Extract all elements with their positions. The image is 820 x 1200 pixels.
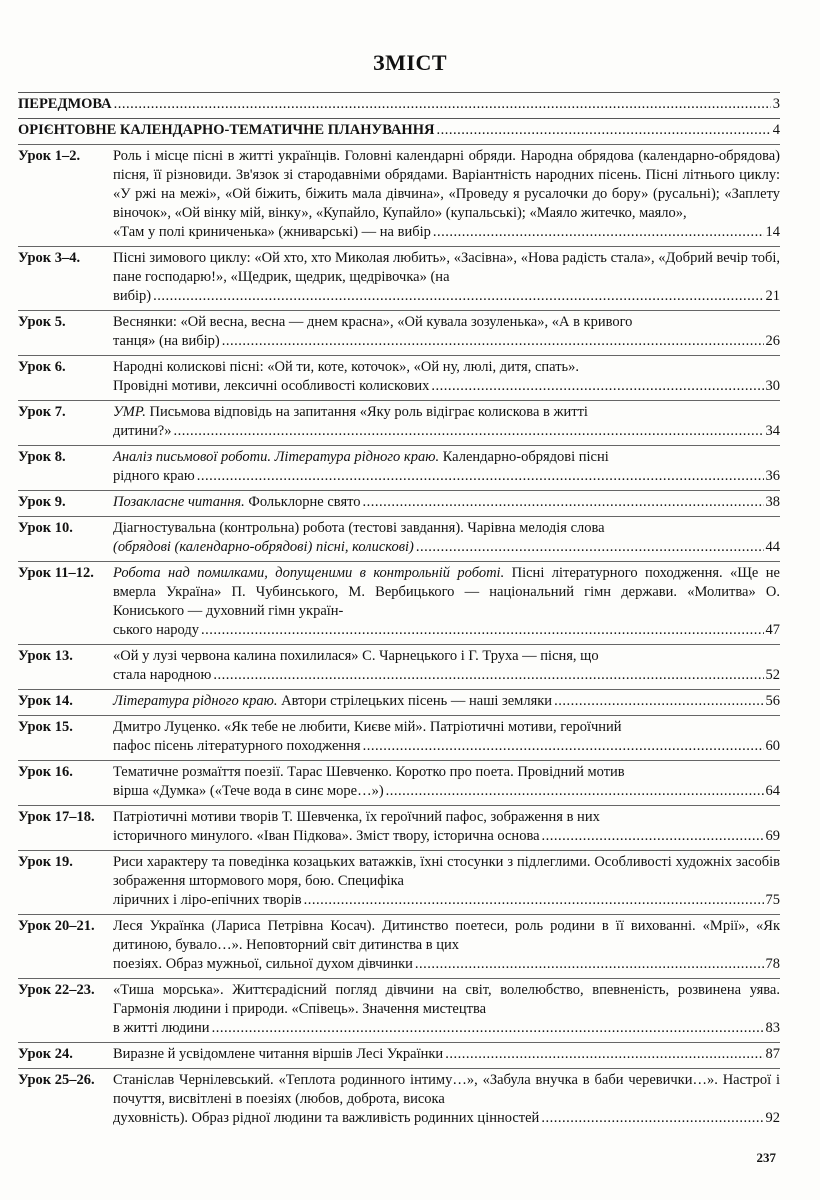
toc-entry[interactable] <box>18 1042 780 1068</box>
lesson-label: Урок 6. <box>18 359 66 375</box>
lesson-body <box>113 313 780 351</box>
lesson-body <box>113 917 780 974</box>
lesson-last-line <box>113 1109 780 1128</box>
lesson-text <box>113 981 780 1019</box>
dot-leader <box>153 287 763 306</box>
dot-leader <box>554 692 763 711</box>
lesson-last-line <box>113 467 780 486</box>
dot-leader <box>222 332 764 351</box>
page-ref: 60 <box>765 738 780 754</box>
dot-leader <box>431 377 763 396</box>
lesson-text-main: Веснянки: «Ой весна, весна — днем красна», «Ой кувала зозуленька», «А в кривого <box>113 314 633 330</box>
lesson-text-italic: УМР. <box>113 404 146 420</box>
lesson-label: Урок 1–2. <box>18 148 81 164</box>
page-ref: 38 <box>765 494 780 510</box>
page-ref: 47 <box>765 622 780 638</box>
lesson-text-main: Дмитро Луценко. «Як тебе не любити, Києве мій». Патріотичні мотиви, героїчний <box>113 719 622 735</box>
lesson-last-line <box>113 223 780 242</box>
lesson-text <box>113 519 780 538</box>
toc-entry[interactable] <box>18 516 780 561</box>
page-ref: 14 <box>765 224 780 240</box>
lesson-text <box>113 313 780 332</box>
lesson-body <box>113 147 780 242</box>
lesson-text <box>113 448 780 467</box>
lesson-last-line <box>113 493 780 512</box>
toc-entry[interactable] <box>18 1068 780 1132</box>
lesson-body <box>113 358 780 396</box>
page-ref: 4 <box>772 122 780 138</box>
lesson-body <box>113 448 780 486</box>
lesson-body <box>113 403 780 441</box>
toc-entry[interactable] <box>18 689 780 715</box>
dot-leader <box>436 121 770 140</box>
lesson-last-text: Провідні мотиви, лексичні особливості колискових <box>113 378 430 394</box>
dot-leader <box>386 782 764 801</box>
lesson-last-text: дитини?» <box>113 423 172 439</box>
lesson-text-italic: Робота над помилками, допущеними в контрольній роботі. <box>113 565 505 581</box>
page-number: 237 <box>756 1150 776 1165</box>
lesson-text <box>113 853 780 891</box>
lesson-text <box>113 718 780 737</box>
lesson-last-text: «Там у полі криниченька» (жниварські) — на вибір <box>113 224 431 240</box>
lesson-label: Урок 15. <box>18 719 73 735</box>
dot-leader <box>173 422 763 441</box>
lesson-last-line <box>113 332 780 351</box>
page-ref: 64 <box>765 783 780 799</box>
lesson-body <box>113 647 780 685</box>
toc-entry[interactable] <box>18 644 780 689</box>
lesson-last-text: історичного минулого. «Іван Підкова». Зміст твору, історична основа <box>113 828 540 844</box>
lesson-label: Урок 9. <box>18 494 66 510</box>
dot-leader <box>213 666 763 685</box>
toc-entry[interactable] <box>18 805 780 850</box>
lesson-text <box>113 763 780 782</box>
lesson-text-main: Календарно-обрядові пісні <box>439 449 609 465</box>
dot-leader <box>197 467 764 486</box>
lesson-label: Урок 7. <box>18 404 66 420</box>
toc-entry[interactable] <box>18 310 780 355</box>
lesson-body <box>113 853 780 910</box>
lesson-last-text: поезіях. Образ мужньої, сильної духом дівчинки <box>113 956 413 972</box>
lesson-text-main: Станіслав Чернілевський. «Теплота родинного інтиму…», «Забула внучка в баби черевички…». Настрої і почуття, висвітлені в поезіях (любов, доброта, висока <box>113 1072 780 1107</box>
lesson-text-main: Тематичне розмаїття поезії. Тарас Шевченко. Коротко про поета. Провідний мотив <box>113 764 625 780</box>
toc-entry[interactable] <box>18 445 780 490</box>
section-title: ОРІЄНТОВНЕ КАЛЕНДАРНО-ТЕМАТИЧНЕ ПЛАНУВАННЯ <box>18 122 435 138</box>
lesson-last-italic: Література рідного краю. <box>113 693 278 709</box>
lesson-body <box>113 519 780 557</box>
lesson-text-main: Діагностувальна (контрольна) робота (тестові завдання). Чарівна мелодія слова <box>113 520 605 536</box>
lesson-label: Урок 22–23. <box>18 982 95 998</box>
dot-leader <box>201 621 764 640</box>
lesson-text <box>113 808 780 827</box>
lesson-body <box>113 808 780 846</box>
lesson-last-line <box>113 1019 780 1038</box>
page-ref: 56 <box>765 693 780 709</box>
page-ref: 26 <box>765 333 780 349</box>
dot-leader <box>363 737 764 756</box>
lesson-text <box>113 564 780 621</box>
lesson-last-text: Виразне й усвідомлене читання віршів Лесі Українки <box>113 1046 444 1062</box>
lesson-label: Урок 19. <box>18 854 73 870</box>
lesson-last-text: стала народною <box>113 667 212 683</box>
lesson-text-main: Народні колискові пісні: «Ой ти, коте, коточок», «Ой ну, люлі, дитя, спать». <box>113 359 580 375</box>
toc-entry[interactable] <box>18 978 780 1042</box>
dot-leader <box>304 891 764 910</box>
lesson-body <box>113 249 780 306</box>
lesson-label: Урок 16. <box>18 764 73 780</box>
dot-leader <box>416 538 764 557</box>
lesson-label: Урок 24. <box>18 1046 73 1062</box>
lesson-label: Урок 20–21. <box>18 918 95 934</box>
lesson-text-main: «Ой у лузі червона калина похилилася» С. Чарнецького і Г. Труха — пісня, що <box>113 648 599 664</box>
lesson-text <box>113 403 780 422</box>
lesson-last-text: рідного краю <box>113 468 195 484</box>
lesson-text <box>113 647 780 666</box>
page-ref: 34 <box>765 423 780 439</box>
toc-entry[interactable] <box>18 914 780 978</box>
page-ref: 92 <box>765 1110 780 1126</box>
lesson-last-line <box>113 737 780 756</box>
toc-entry[interactable] <box>18 490 780 516</box>
lesson-text-main: Письмова відповідь на запитання «Яку роль відіграє колискова в житті <box>145 404 588 420</box>
lesson-text-main: Роль і місце пісні в житті українців. Головні календарні обряди. Народна обрядова (календарно-обрядова) пісня, її різновиди. Зв'язок зі стародавніми обрядами. Варіантність народних пісень. Пісні літнього циклу: «У ржі на межі», «Ой біжить, біжить мала дівчина», «Проведу я русалочки до бору» (русальні); «Заплету віночок», «Ой вінку мій, вінку», «Купайло, Купайло» (купальські); «Маяло житечко, маяло», <box>113 148 780 221</box>
lesson-last-italic: (обрядові (календарно-обрядові) пісні, колискові) <box>113 539 414 555</box>
lesson-last-line <box>113 955 780 974</box>
lesson-last-text: Автори стрілецьких пісень — наші земляки <box>277 693 553 709</box>
dot-leader <box>542 827 764 846</box>
page-ref: 52 <box>765 667 780 683</box>
lesson-text-main: Пісні літературного походження. «Ще не вмерла Україна» П. Чубинського, М. Вербицького — національний гімн держави. «Молитва» О. Кониського — духовний гімн україн- <box>113 565 780 619</box>
lesson-text-main: Риси характеру та поведінка козацьких ватажків, їхні стосунки з підлеглими. Особливості художніх засобів зображення штормового моря, бою. Специфіка <box>113 854 780 889</box>
lesson-last-text: ського народу <box>113 622 199 638</box>
lesson-body <box>113 493 780 512</box>
lesson-body <box>113 692 780 711</box>
lesson-text-main: Леся Українка (Лариса Петрівна Косач). Дитинство поетеси, роль родини в її вихованні. «Мрії», «Як дитиною, бувало…». Неповторний світ дитинства в цих <box>113 918 780 953</box>
page-ref: 78 <box>765 956 780 972</box>
toc-entry[interactable] <box>18 561 780 644</box>
table-of-contents <box>18 92 780 1132</box>
lesson-body <box>113 763 780 801</box>
lesson-body <box>113 981 780 1038</box>
lesson-text-main: «Тиша морська». Життєрадісний погляд дівчини на світ, волелюбство, впевненість, розвинена уява. Гармонія людини і природи. «Співець». Значення мистецтва <box>113 982 780 1017</box>
lesson-last-line <box>113 377 780 396</box>
toc-entry[interactable] <box>18 850 780 914</box>
toc-entry[interactable] <box>18 355 780 400</box>
lesson-body <box>113 1071 780 1128</box>
lesson-label: Урок 25–26. <box>18 1072 95 1088</box>
page-ref: 69 <box>765 828 780 844</box>
page-ref: 44 <box>765 539 780 555</box>
lesson-body <box>113 564 780 640</box>
lesson-last-line <box>113 621 780 640</box>
lesson-body <box>113 1045 780 1064</box>
section-title: ПЕРЕДМОВА <box>18 96 112 112</box>
lesson-text-main: Патріотичні мотиви творів Т. Шевченка, їх героїчний пафос, зображення в них <box>113 809 600 825</box>
page-ref: 36 <box>765 468 780 484</box>
lesson-label: Урок 3–4. <box>18 250 81 266</box>
page-ref: 3 <box>772 96 780 112</box>
lesson-label: Урок 5. <box>18 314 66 330</box>
toc-entry[interactable] <box>18 246 780 310</box>
lesson-last-line <box>113 666 780 685</box>
lesson-label: Урок 10. <box>18 520 73 536</box>
lesson-text <box>113 249 780 287</box>
lesson-last-text: пафос пісень літературного походження <box>113 738 361 754</box>
lesson-body <box>113 718 780 756</box>
lesson-list <box>18 144 780 1132</box>
lesson-last-text: вірша «Думка» («Тече вода в синє море…») <box>113 783 384 799</box>
lesson-last-line <box>113 827 780 846</box>
dot-leader <box>363 493 764 512</box>
toc-entry[interactable] <box>18 715 780 760</box>
lesson-last-line <box>113 422 780 441</box>
page-ref: 75 <box>765 892 780 908</box>
toc-entry[interactable] <box>18 144 780 246</box>
page-ref: 30 <box>765 378 780 394</box>
lesson-last-text: Фольклорне свято <box>244 494 361 510</box>
lesson-text <box>113 358 780 377</box>
lesson-label: Урок 14. <box>18 693 73 709</box>
page-ref: 21 <box>765 288 780 304</box>
lesson-last-line <box>113 692 780 711</box>
lesson-text-main: Пісні зимового циклу: «Ой хто, хто Миколая любить», «Засівна», «Нова радість стала», «Добрий вечір тобі, пане господарю!», «Щедрик, щедрик, щедрівочка» (на <box>113 250 780 285</box>
lesson-text <box>113 1071 780 1109</box>
toc-section[interactable] <box>18 92 780 118</box>
page-ref: 83 <box>765 1020 780 1036</box>
page-title: ЗМІСТ <box>373 50 447 75</box>
lesson-label: Урок 17–18. <box>18 809 95 825</box>
dot-leader <box>433 223 764 242</box>
lesson-last-line <box>113 287 780 306</box>
lesson-last-text: в житті людини <box>113 1020 210 1036</box>
dot-leader <box>541 1109 763 1128</box>
dot-leader <box>415 955 764 974</box>
lesson-text-italic: Аналіз письмової роботи. Література рідного краю. <box>113 449 440 465</box>
lesson-last-text: вибір) <box>113 288 152 304</box>
toc-section[interactable] <box>18 118 780 144</box>
lesson-label: Урок 13. <box>18 648 73 664</box>
lesson-last-line <box>113 1045 780 1064</box>
page-ref: 87 <box>765 1046 780 1062</box>
toc-entry[interactable] <box>18 400 780 445</box>
lesson-text <box>113 917 780 955</box>
lesson-last-text: духовність). Образ рідної людини та важливість родинних цінностей <box>113 1110 540 1126</box>
dot-leader <box>445 1045 763 1064</box>
lesson-last-line <box>113 782 780 801</box>
lesson-text <box>113 147 780 223</box>
lesson-last-line <box>113 891 780 910</box>
lesson-label: Урок 11–12. <box>18 565 94 581</box>
lesson-last-italic: Позакласне читання. <box>113 494 245 510</box>
lesson-last-text: танця» (на вибір) <box>113 333 220 349</box>
lesson-last-line <box>113 538 780 557</box>
dot-leader <box>212 1019 764 1038</box>
toc-entry[interactable] <box>18 760 780 805</box>
lesson-last-text: ліричних і ліро-епічних творів <box>113 892 302 908</box>
lesson-label: Урок 8. <box>18 449 66 465</box>
dot-leader <box>114 95 771 114</box>
